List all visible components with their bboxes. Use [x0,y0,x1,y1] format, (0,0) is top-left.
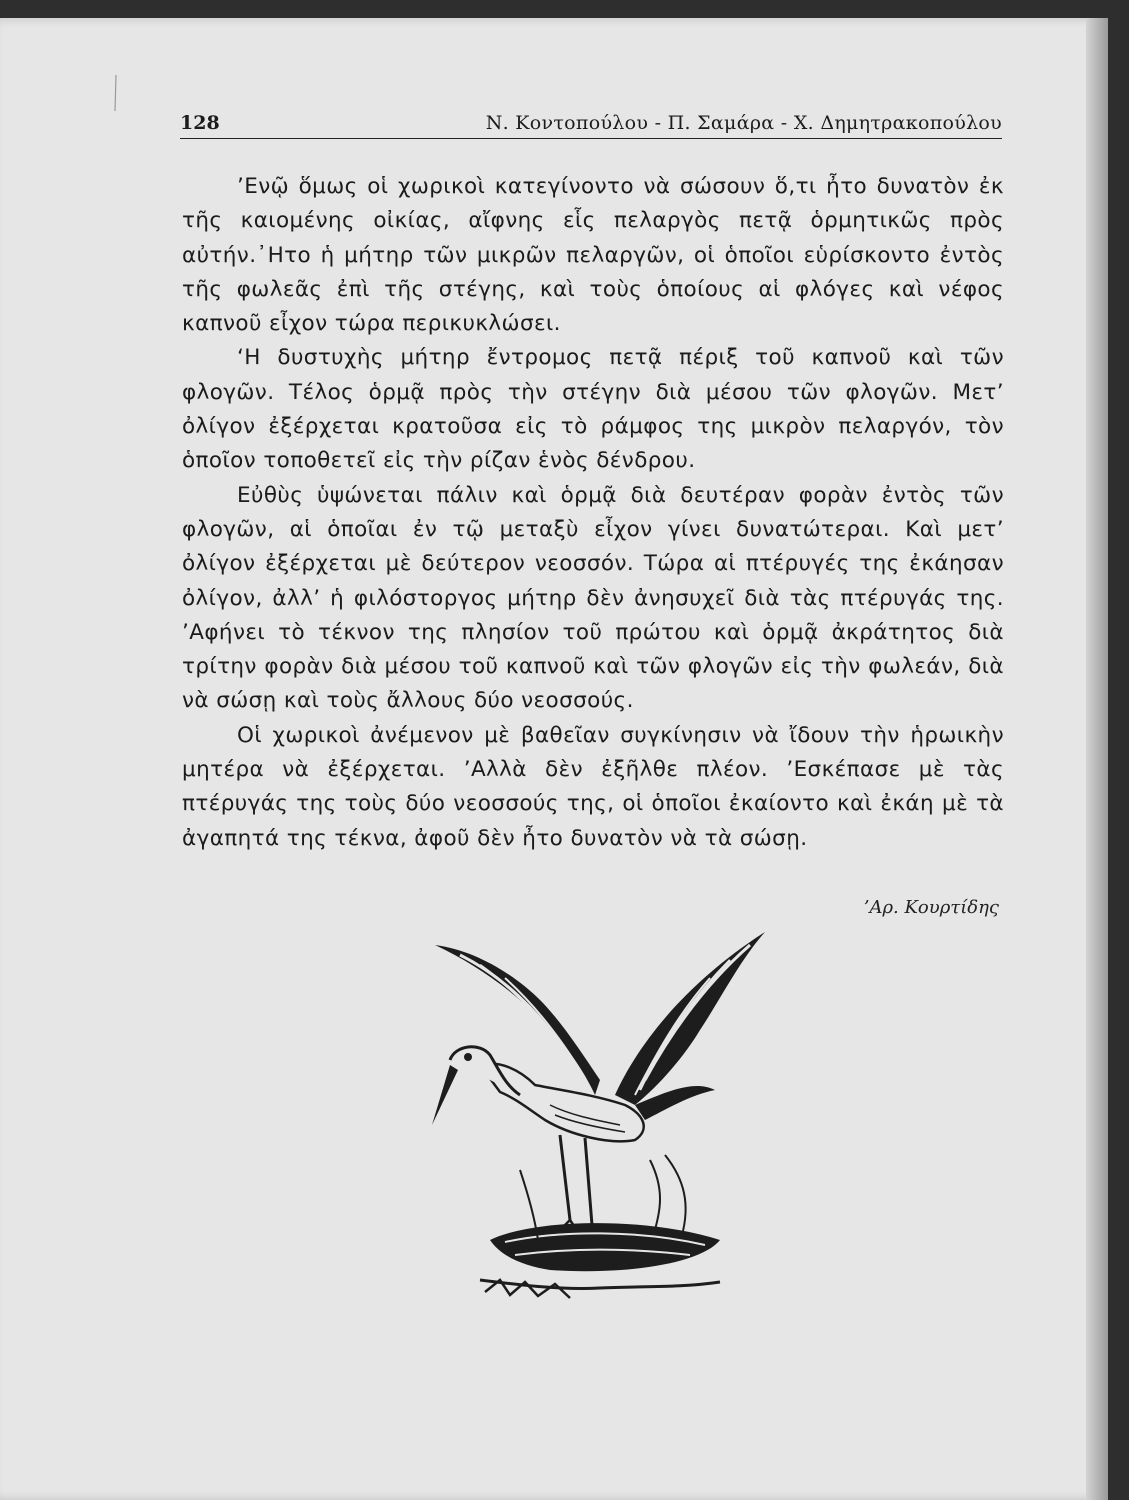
story-text [182,170,1004,856]
page-number: 128 [180,112,220,134]
page-edge [1086,18,1108,1500]
nest [480,1155,720,1298]
running-head: Ν. Κοντοπούλου - Π. Σαμάρα - Χ. Δημητρακοπούλου [485,112,1002,134]
right-wing [615,932,765,1120]
paragraph-4: Οἱ χωρικοὶ ἀνέμενον μὲ βαθεῖαν συγκίνησιν νὰ ἴδουν τὴν ἡρωικὴν μητέρα νὰ ἐξέρχεται. ’Αλλὰ δὲν ἐξῆλθε πλέον. ’Εσκέπασε μὲ τὰς πτέρυγάς της τοὺς δύο νεοσσούς της, οἱ ὁποῖοι ἐκαίοντο καὶ ἐκάη μὲ τὰ ἀγαπητά της τέκνα, ἀφοῦ δὲν ἦτο δυνατὸν νὰ τὰ σώσῃ. [182,722,1004,851]
stork-body [480,1064,644,1142]
stork-head [432,1047,520,1125]
page-header [180,110,1002,139]
stork-illustration [420,920,800,1320]
paragraph-2: ‘Η δυστυχὴς μήτηρ ἔντρομος πετᾷ πέριξ τοῦ καπνοῦ καὶ τῶν φλογῶν. Τέλος ὁρμᾷ πρὸς τὴν στέγην διὰ μέσου τῶν φλογῶν. Μετ’ ὀλίγον ἐξέρχεται κρατοῦσα εἰς τὸ ράμφος της μικρὸν πελαργόν, τὸν ὁποῖον τοποθετεῖ εἰς τὴν ρίζαν ἑνὸς δένδρου. [182,345,1004,474]
paragraph-1: ’Ενῷ ὅμως οἱ χωρικοὶ κατεγίνοντο νὰ σώσουν ὅ,τι ἦτο δυνατὸν ἐκ τῆς καιομένης οἰκίας, αἴφνης εἷς πελαργὸς πετᾷ ὁρμητικῶς πρὸς αὐτήν.᾿Ητο ἡ μήτηρ τῶν μικρῶν πελαργῶν, οἱ ὁποῖοι εὑρίσκοντο ἐντὸς τῆς φωλεᾶς ἐπὶ τῆς στέγης, καὶ τοὺς ὁποίους αἱ φλόγες καὶ νέφος καπνοῦ εἶχον τώρα περικυκλώσει. [182,174,1004,337]
paragraph-3: Εὐθὺς ὑψώνεται πάλιν καὶ ὁρμᾷ διὰ δευτέραν φορὰν ἐντὸς τῶν φλογῶν, αἱ ὁποῖαι ἐν τῷ μεταξὺ εἶχον γίνει δυνατώτεραι. Καὶ μετ’ ὀλίγον ἐξέρχεται μὲ δεύτερον νεοσσόν. Τώρα αἱ πτέρυγές της ἐκάησαν ὀλίγον, ἀλλ’ ἡ φιλόστοργος μήτηρ δὲν ἀνησυχεῖ διὰ τὰς πτέρυγάς της. ’Αφήνει τὸ τέκνον της πλησίον τοῦ πρώτου καὶ ὁρμᾷ ἀκράτητος διὰ τρίτην φορὰν διὰ μέσου τοῦ καπνοῦ καὶ τῶν φλογῶν εἰς τὴν φωλεάν, διὰ νὰ σώσῃ καὶ τοὺς ἄλλους δύο νεοσσούς. [182,482,1004,714]
author-signature: ’Αρ. Κουρτίδης [863,897,999,918]
pencil-mark [112,73,120,113]
